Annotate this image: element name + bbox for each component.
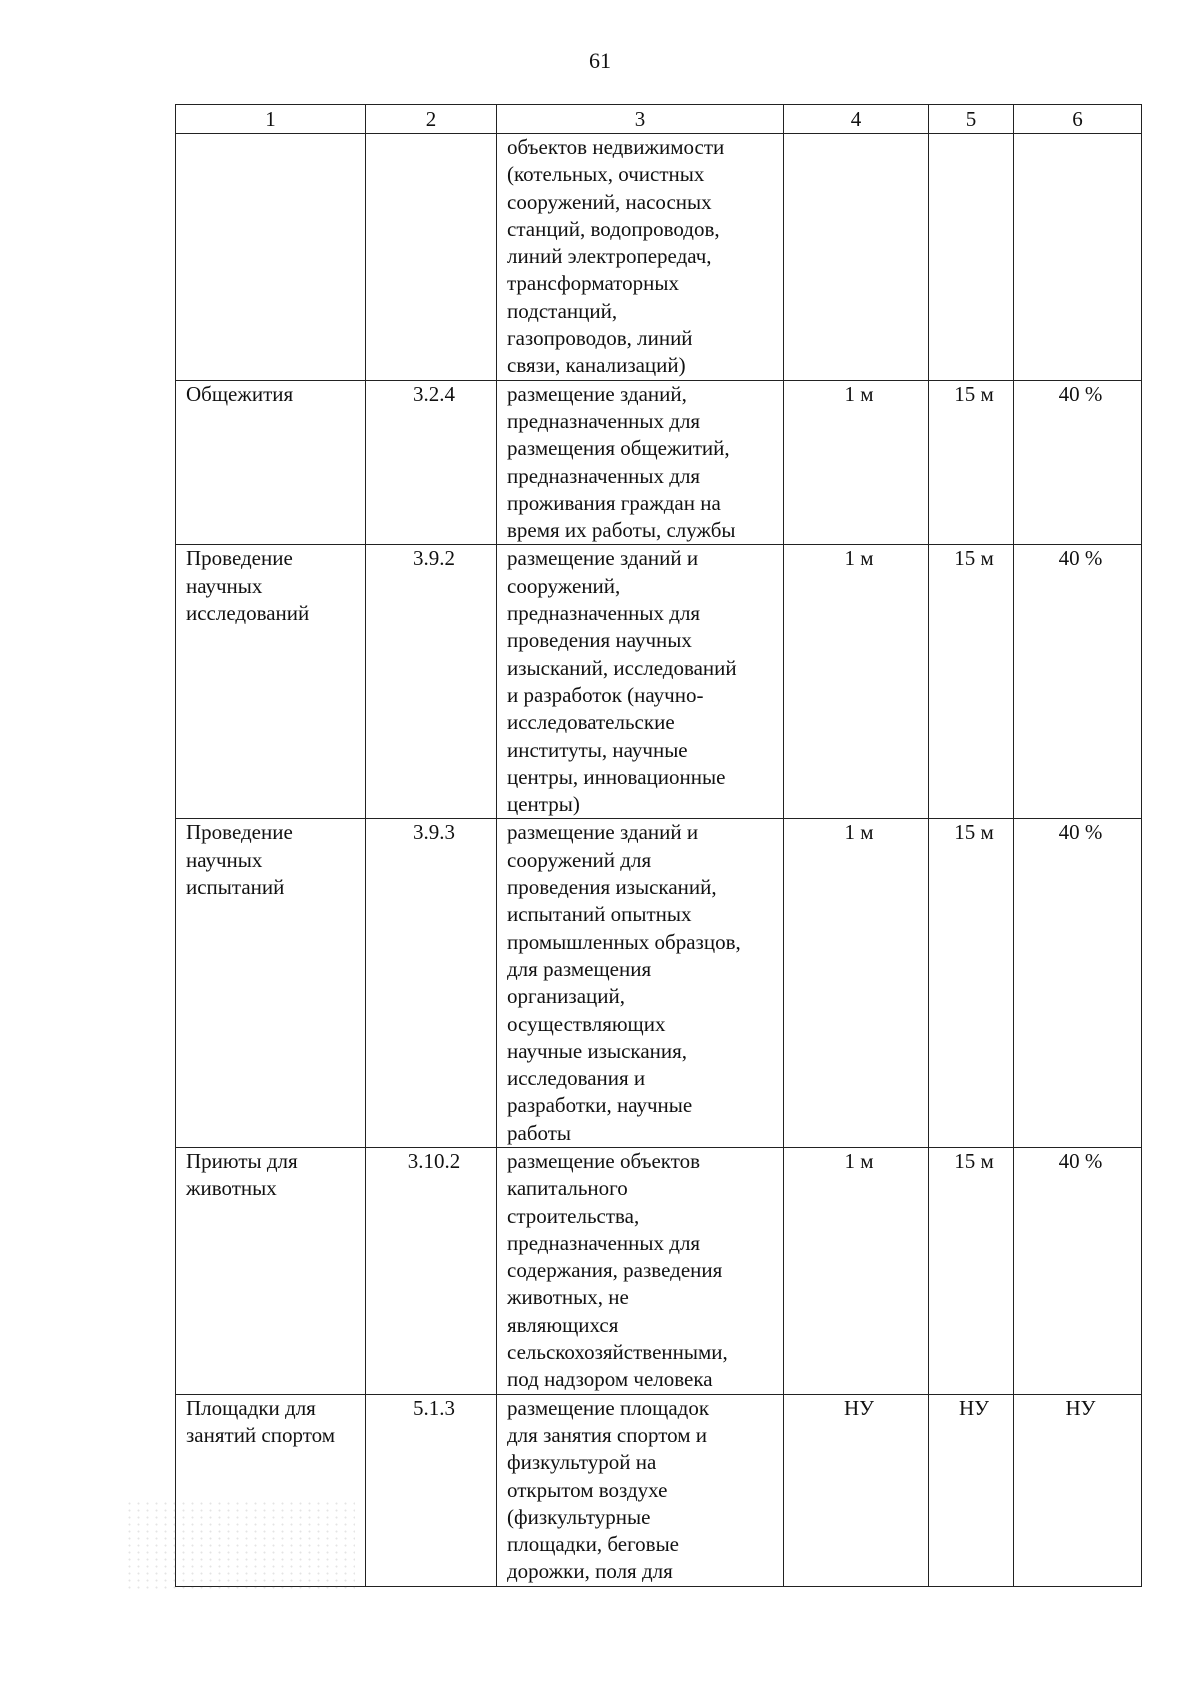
column-header-1: 1	[176, 105, 366, 134]
cell-col6: 40 %	[1014, 545, 1142, 819]
cell-col5	[929, 134, 1014, 381]
cell-use-code: 5.1.3	[366, 1394, 497, 1586]
column-header-5: 5	[929, 105, 1014, 134]
cell-col5: 15 м	[929, 545, 1014, 819]
cell-col5: 15 м	[929, 380, 1014, 545]
cell-col4: 1 м	[784, 819, 929, 1148]
cell-use-code: 3.9.2	[366, 545, 497, 819]
column-header-4: 4	[784, 105, 929, 134]
cell-use-code: 3.9.3	[366, 819, 497, 1148]
cell-col5: 15 м	[929, 819, 1014, 1148]
cell-use-name: Площадки для занятий спортом	[176, 1394, 366, 1586]
table-row	[176, 545, 1142, 819]
cell-col6	[1014, 134, 1142, 381]
column-header-2: 2	[366, 105, 497, 134]
land-use-table	[175, 104, 1142, 1587]
cell-use-description: размещение зданий и сооружений для проведения изысканий, испытаний опытных промышленных образцов, для размещения организаций, осуществляющих научные изыскания, исследования и разработки, научные работы	[497, 819, 784, 1148]
cell-col6: 40 %	[1014, 1147, 1142, 1394]
column-header-3: 3	[497, 105, 784, 134]
cell-use-name	[176, 134, 366, 381]
cell-col4: 1 м	[784, 1147, 929, 1394]
cell-use-name: Проведение научных испытаний	[176, 819, 366, 1148]
scan-noise-marks	[125, 1500, 355, 1590]
cell-use-description: размещение зданий, предназначенных для размещения общежитий, предназначенных для проживания граждан на время их работы, службы	[497, 380, 784, 545]
cell-col4: 1 м	[784, 545, 929, 819]
table-row	[176, 819, 1142, 1148]
cell-col5: 15 м	[929, 1147, 1014, 1394]
cell-col4: 1 м	[784, 380, 929, 545]
cell-use-name: Проведение научных исследований	[176, 545, 366, 819]
cell-use-code: 3.10.2	[366, 1147, 497, 1394]
cell-col6: 40 %	[1014, 380, 1142, 545]
cell-use-code	[366, 134, 497, 381]
cell-use-code: 3.2.4	[366, 380, 497, 545]
cell-use-description: размещение зданий и сооружений, предназначенных для проведения научных изысканий, исследований и разработок (научно- исследовательские институты, научные центры, инновационные центры)	[497, 545, 784, 819]
cell-use-description: размещение объектов капитального строительства, предназначенных для содержания, разведения животных, не являющихся сельскохозяйственными, под надзором человека	[497, 1147, 784, 1394]
cell-col5: НУ	[929, 1394, 1014, 1586]
page-number: 61	[589, 48, 611, 73]
cell-col4: НУ	[784, 1394, 929, 1586]
column-header-6: 6	[1014, 105, 1142, 134]
cell-use-name: Общежития	[176, 380, 366, 545]
cell-col4	[784, 134, 929, 381]
cell-col6: 40 %	[1014, 819, 1142, 1148]
table-row	[176, 380, 1142, 545]
cell-use-description: объектов недвижимости (котельных, очистных сооружений, насосных станций, водопроводов, линий электропередач, трансформаторных подстанций, газопроводов, линий связи, канализаций)	[497, 134, 784, 381]
cell-use-name: Приюты для животных	[176, 1147, 366, 1394]
cell-use-description: размещение площадок для занятия спортом и физкультурой на открытом воздухе (физкультурные площадки, беговые дорожки, поля для	[497, 1394, 784, 1586]
cell-col6: НУ	[1014, 1394, 1142, 1586]
table-row	[176, 134, 1142, 381]
table-row	[176, 1147, 1142, 1394]
table-header-row	[176, 105, 1142, 134]
